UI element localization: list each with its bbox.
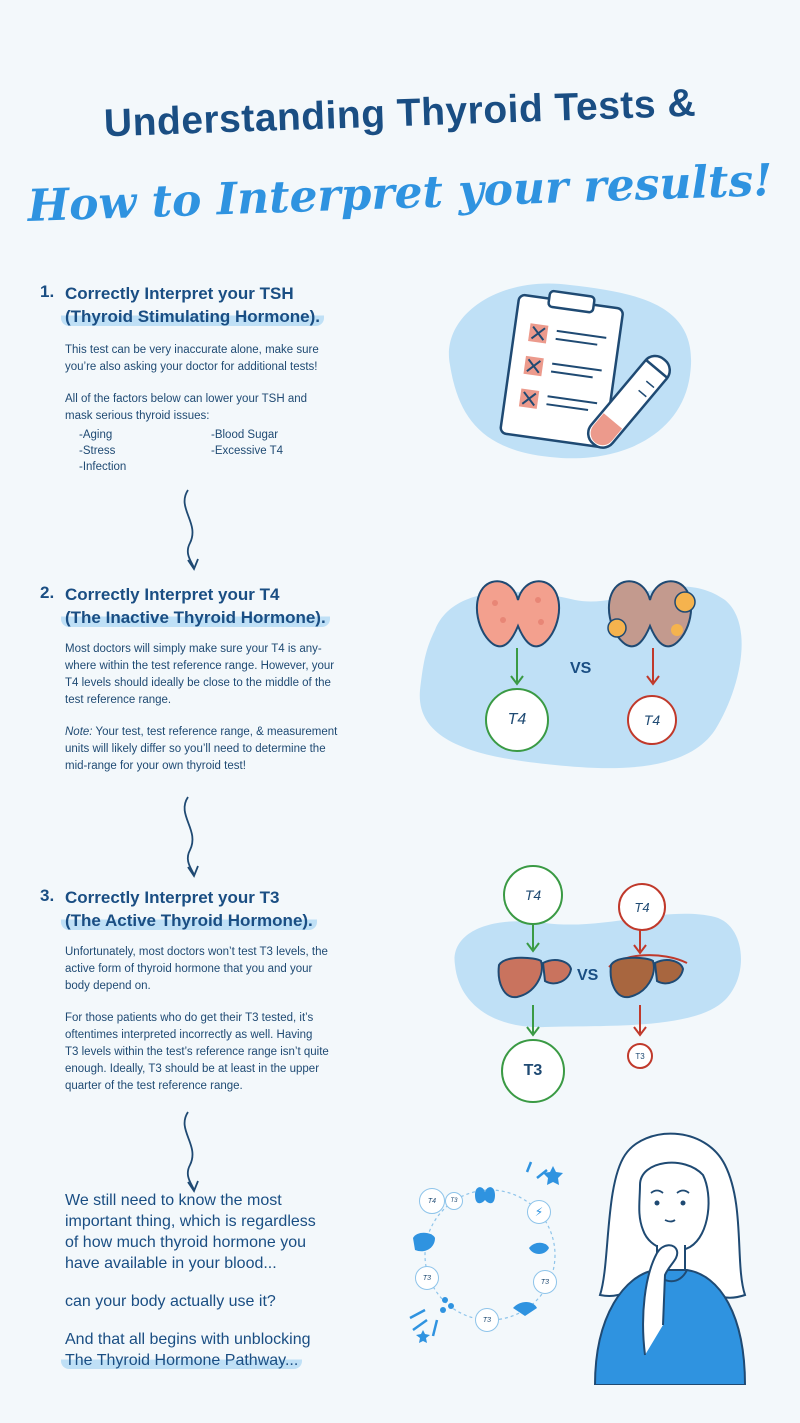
section-subtitle: (The Inactive Thyroid Hormone). <box>61 608 330 627</box>
closing-question: can your body actually use it? <box>65 1293 276 1310</box>
section-number: 2. <box>40 583 55 602</box>
green-arrow-icon <box>523 923 543 955</box>
red-arrow-icon <box>643 648 663 688</box>
section-t3 <box>40 886 400 1095</box>
damaged-liver-icon <box>603 949 693 1005</box>
factors-right-list <box>211 427 283 475</box>
cycle-node: T3 <box>445 1192 463 1210</box>
green-arrow-icon <box>523 1005 543 1039</box>
section-subtitle: (Thyroid Stimulating Hormone). <box>61 307 324 326</box>
list-item: -Blood Sugar <box>211 429 279 441</box>
section-tsh <box>40 282 400 475</box>
closing-line: And that all begins with unblocking <box>65 1331 311 1348</box>
closing-line: have available in your blood... <box>65 1255 277 1272</box>
cycle-node: T3 <box>533 1270 557 1294</box>
closing-line: of how much thyroid hormone you <box>65 1234 307 1251</box>
paragraph: oftentimes interpreted incorrectly as well. Having <box>65 1029 313 1041</box>
down-arrow-icon <box>172 488 212 572</box>
vs-label: VS <box>577 967 599 984</box>
vs-label: VS <box>570 660 592 677</box>
down-arrow-icon <box>172 1110 212 1194</box>
paragraph: active form of thyroid hormone that you and your <box>65 963 313 975</box>
clipboard-test-tube-illustration <box>440 275 700 465</box>
t4-normal-circle: T4 <box>485 688 549 752</box>
paragraph: mid-range for your own thyroid test! <box>65 760 246 772</box>
t3-good-circle: T3 <box>501 1039 565 1103</box>
lightning-icon: ⚡ <box>527 1200 551 1224</box>
thinking-woman-illustration <box>585 1125 755 1385</box>
paragraph: you’re also asking your doctor for additional tests! <box>65 361 318 373</box>
page-title-line1: Understanding Thyroid Tests & <box>103 81 697 146</box>
section-number: 1. <box>40 282 55 301</box>
thyroid-pathway-cycle <box>405 1160 580 1350</box>
paragraph: mask serious thyroid issues: <box>65 410 210 422</box>
t4-abnormal-circle: T4 <box>627 695 677 745</box>
paragraph: All of the factors below can lower your TSH and <box>65 393 308 405</box>
cycle-node: T3 <box>475 1308 499 1332</box>
paragraph: where within the test reference range. However, your <box>65 660 335 672</box>
list-item: -Stress <box>79 445 116 457</box>
cycle-node: T4 <box>419 1188 445 1214</box>
paragraph: Unfortunately, most doctors won’t test T3 levels, the <box>65 946 328 958</box>
paragraph: quarter of the test reference range. <box>65 1080 243 1092</box>
closing-line: We still need to know the most <box>65 1192 282 1209</box>
red-arrow-icon <box>630 1005 650 1039</box>
section-title: Correctly Interpret your T3 <box>65 888 280 907</box>
note-paragraph: Note: Your test, test reference range, & measurement <box>65 726 338 738</box>
paragraph: test reference range. <box>65 694 172 706</box>
t4-good-circle: T4 <box>503 865 563 925</box>
t3-conversion-illustration <box>445 855 745 1095</box>
t3-bad-circle: T3 <box>627 1043 653 1069</box>
factors-left-list <box>79 427 211 475</box>
green-arrow-icon <box>507 648 527 688</box>
closing-text <box>65 1190 385 1371</box>
paragraph: For those patients who do get their T3 tested, it’s <box>65 1012 314 1024</box>
paragraph: Most doctors will simply make sure your T4 is any- <box>65 643 322 655</box>
healthy-thyroid-icon <box>473 578 563 650</box>
paragraph: enough. Ideally, T3 should be at least in the upper <box>65 1063 320 1075</box>
note-label: Note: <box>65 726 93 738</box>
damaged-thyroid-icon <box>603 578 703 650</box>
closing-line: important thing, which is regardless <box>65 1213 316 1230</box>
paragraph: units will likely differ so you’ll need to determine the <box>65 743 326 755</box>
down-arrow-icon <box>172 795 212 879</box>
page-title-line2: How to Interpret your results! <box>26 155 774 232</box>
healthy-liver-icon <box>495 953 575 1003</box>
cycle-node: T3 <box>415 1266 439 1290</box>
section-subtitle: (The Active Thyroid Hormone). <box>61 911 317 930</box>
paragraph: T3 levels within the test’s reference range isn’t quite <box>65 1046 329 1058</box>
section-t4 <box>40 583 400 775</box>
t4-bad-circle: T4 <box>618 883 666 931</box>
list-item: -Infection <box>79 461 127 473</box>
section-title: Correctly Interpret your T4 <box>65 585 280 604</box>
section-number: 3. <box>40 886 55 905</box>
list-item: -Excessive T4 <box>211 445 284 457</box>
paragraph: This test can be very inaccurate alone, make sure <box>65 344 319 356</box>
list-item: -Aging <box>79 429 113 441</box>
paragraph: body depend on. <box>65 980 151 992</box>
section-title: Correctly Interpret your TSH <box>65 284 294 303</box>
t4-comparison-illustration <box>415 570 745 780</box>
pathway-highlight: The Thyroid Hormone Pathway... <box>61 1352 302 1369</box>
paragraph: T4 levels should ideally be close to the middle of the <box>65 677 331 689</box>
